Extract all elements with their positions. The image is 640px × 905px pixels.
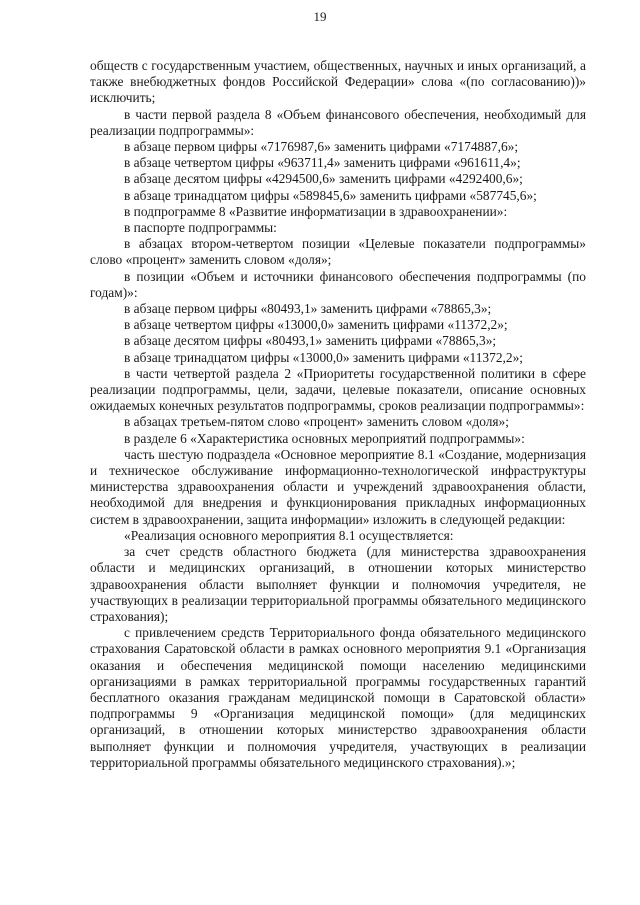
paragraph: в разделе 6 «Характеристика основных мероприятий подпрограммы»: bbox=[124, 430, 525, 446]
page-number: 19 bbox=[313, 9, 327, 24]
paragraph: в абзаце первом цифры «80493,1» заменить цифрами «78865,3»; bbox=[124, 301, 492, 317]
paragraph: в абзаце первом цифры «7176987,6» заменить цифрами «7174887,6»; bbox=[124, 139, 519, 155]
paragraph: в абзаце тринадцатом цифры «13000,0» заменить цифрами «11372,2»; bbox=[124, 349, 523, 365]
paragraph: за счет средств областного бюджета (для министерства здравоохранения области и медицинских организаций, в отношении которых министерство здравоохранения области выполняет функции и полномочия учредителя, не участвующих в реализации территориальной программы обязательного медицинского страхования); bbox=[90, 544, 586, 624]
paragraph: часть шестую подраздела «Основное мероприятие 8.1 «Создание, модернизация и техническое обслуживание информационно-технологической инфраструктуры министерства здравоохранения области и учреждений здравоохранения области, необходимой для внедрения и функционирования прикладных информационных систем в здравоохранении, защита информации» изложить в следующей редакции: bbox=[90, 446, 586, 527]
paragraph: в паспорте подпрограммы: bbox=[124, 220, 277, 236]
paragraph: в абзацах третьем-пятом слово «процент» заменить словом «доля»; bbox=[124, 414, 509, 430]
paragraph: в абзаце десятом цифры «4294500,6» заменить цифрами «4292400,6»; bbox=[124, 171, 523, 187]
document-body bbox=[90, 58, 586, 771]
paragraph: в абзаце четвертом цифры «963711,4» заменить цифрами «961611,4»; bbox=[124, 155, 521, 171]
paragraph: в абзаце четвертом цифры «13000,0» заменить цифрами «11372,2»; bbox=[124, 317, 508, 333]
paragraph: «Реализация основного мероприятия 8.1 осуществляется: bbox=[124, 527, 454, 543]
paragraph: в абзаце тринадцатом цифры «589845,6» заменить цифрами «587745,6»; bbox=[124, 187, 537, 203]
paragraph: в части первой раздела 8 «Объем финансового обеспечения, необходимый для реализации подпрограммы»: bbox=[90, 106, 586, 138]
paragraph: в части четвертой раздела 2 «Приоритеты государственной политики в сфере реализации подпрограммы, цели, задачи, целевые показатели, описание основных ожидаемых конечных результатов подпрограммы, сроков реализации подпрограммы»: bbox=[90, 365, 586, 414]
paragraph: в абзацах втором-четвертом позиции «Целевые показатели подпрограммы» слово «процент» заменить словом «доля»; bbox=[90, 236, 586, 268]
paragraph: в абзаце десятом цифры «80493,1» заменить цифрами «78865,3»; bbox=[124, 333, 497, 349]
paragraph: в позиции «Объем и источники финансового обеспечения подпрограммы (по годам)»: bbox=[90, 268, 586, 300]
paragraph: обществ с государственным участием, общественных, научных и иных организаций, а также внебюджетных фондов Российской Федерации» слова «(по согласованию))» исключить; bbox=[90, 58, 586, 106]
paragraph: в подпрограмме 8 «Развитие информатизации в здравоохранении»: bbox=[124, 203, 508, 219]
paragraph: с привлечением средств Территориального фонда обязательного медицинского страхования Саратовской области в рамках основного мероприятия 9.1 «Организация оказания и обеспечения медицинской помощи населению медицинскими организациями в рамках территориальной программы государственных гарантий бесплатного оказания гражданам медицинской помощи в Саратовской области» подпрограммы 9 «Организация медицинской помощи» (для медицинских организаций, в отношении которых министерство здравоохранения области выполняет функции и полномочия учредителя, участвующих в реализации территориальной программы обязательного медицинского страхования).»; bbox=[90, 625, 586, 770]
